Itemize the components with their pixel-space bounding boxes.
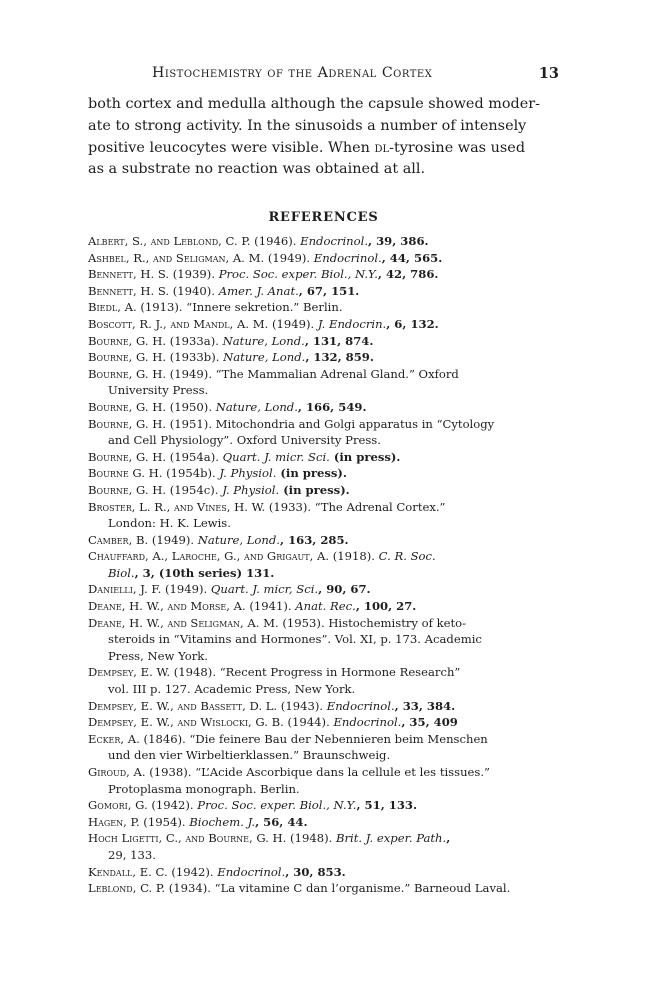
reference-line [88, 449, 560, 466]
reference-text: (1846). “Die feinere Bau der Nebennieren beim Menschen [139, 731, 488, 746]
reference-author: Giroud, A. [88, 765, 146, 779]
reference-text: (1949). [161, 582, 211, 597]
reference-journal: Biochem. J. [189, 814, 256, 829]
reference-item [88, 250, 560, 267]
reference-volume: , 100, 27. [355, 599, 417, 614]
reference-line [88, 764, 560, 781]
reference-line [88, 416, 560, 433]
reference-author: Leblond, C. P. [88, 881, 166, 896]
reference-continuation: and Cell Physiology”. Oxford University Press. [108, 433, 381, 448]
reference-item [88, 598, 560, 615]
reference-text: (1940). [169, 283, 219, 298]
reference-item [88, 349, 560, 366]
reference-text: (1933b). [166, 350, 224, 365]
body-text-run: positive leucocytes were visible. When [88, 139, 375, 156]
reference-author: Deane, H. W., and Morse, A. [88, 599, 246, 614]
reference-author: Dempsey, E. W. [88, 665, 171, 680]
reference-text: (1948). [286, 831, 336, 846]
reference-line [88, 581, 560, 598]
reference-text: (1954c). [166, 482, 223, 497]
reference-item [88, 399, 560, 416]
reference-author: Bennett, H. S. [88, 267, 170, 282]
reference-author: Kendall, E. C. [88, 864, 168, 879]
reference-line [88, 615, 560, 632]
reference-volume: , [446, 831, 451, 846]
reference-item [88, 366, 560, 399]
reference-text: (1949). [268, 316, 318, 331]
reference-item [88, 864, 560, 881]
reference-item [88, 814, 560, 831]
reference-continuation: vol. III p. 127. Academic Press, New York. [108, 682, 356, 697]
reference-journal: Endocrinol. [313, 250, 382, 265]
reference-volume: , 163, 285. [280, 532, 349, 547]
reference-continuation: und den vier Wirbeltierklassen.” Braunschweig. [108, 748, 391, 763]
reference-volume: , 33, 384. [394, 698, 456, 713]
reference-journal: Proc. Soc. exper. Biol., N.Y. [218, 267, 378, 282]
reference-journal: J. Endocrin. [317, 316, 387, 331]
reference-author: Biedl, A. [88, 300, 137, 315]
body-line [88, 138, 560, 160]
reference-item [88, 664, 560, 697]
reference-text: (1949). [264, 250, 314, 265]
reference-line [88, 283, 560, 300]
reference-text: (1913). “Innere sekretion.” Berlin. [136, 300, 343, 315]
reference-volume: , 67, 151. [298, 283, 360, 298]
reference-journal: Amer. J. Anat. [218, 283, 299, 298]
reference-line [88, 548, 560, 565]
reference-author: Bennett, H. S. [88, 283, 170, 298]
reference-item [88, 797, 560, 814]
reference-line [88, 532, 560, 549]
reference-author: Camber, B. [88, 532, 149, 547]
reference-author: Bourne G. H. [88, 466, 163, 481]
reference-text: (1933a). [166, 333, 223, 348]
reference-item [88, 615, 560, 665]
reference-item [88, 449, 560, 466]
reference-journal: Brit. J. exper. Path. [335, 831, 447, 846]
reference-journal: Quart. J. micr. Sci. [222, 449, 330, 464]
reference-continuation: Protoplasma monograph. Berlin. [108, 781, 300, 796]
reference-item [88, 880, 560, 897]
reference-volume: (in press). [329, 449, 401, 464]
reference-line [88, 233, 560, 250]
reference-item [88, 764, 560, 797]
reference-text: (1939). [169, 267, 219, 282]
body-line: both cortex and medulla although the capsule showed moder- [88, 96, 541, 112]
reference-author: Bourne, G. H. [88, 416, 167, 431]
reference-line [88, 880, 560, 897]
reference-volume: , 3, (10th series) 131. [134, 565, 275, 580]
reference-author: Hagen, P. [88, 814, 140, 829]
reference-author: Albert, S., and Leblond, C. P. [88, 234, 251, 248]
body-line: as a substrate no reaction was obtained at all. [88, 161, 426, 178]
reference-item [88, 482, 560, 499]
reference-volume: , 6, 132. [386, 316, 439, 331]
reference-item [88, 465, 560, 482]
reference-item [88, 266, 560, 283]
reference-volume: , 131, 874. [304, 333, 374, 348]
reference-journal: Nature, Lond. [197, 532, 280, 547]
reference-continuation: Press, New York. [108, 648, 208, 663]
reference-item [88, 316, 560, 333]
reference-text: (1942). [167, 864, 218, 879]
reference-text: (1954). [139, 814, 190, 829]
reference-author: Danielli, J. F. [88, 582, 162, 597]
reference-line [88, 482, 560, 499]
reference-author: Bourne, G. H. [88, 399, 167, 414]
reference-author: Bourne, G. H. [88, 482, 167, 497]
reference-item [88, 532, 560, 549]
reference-volume: (in press). [276, 466, 347, 481]
reference-journal: Endocrinol. [217, 864, 286, 879]
reference-volume: , 30, 853. [285, 864, 346, 879]
reference-volume: , 132, 859. [305, 350, 374, 365]
reference-continuation [88, 565, 560, 582]
reference-volume: , 166, 549. [297, 399, 367, 414]
reference-text: (1933). “The Adrenal Cortex.” [265, 499, 446, 514]
reference-line [88, 465, 560, 482]
running-head [0, 65, 647, 87]
reference-line [88, 499, 560, 516]
reference-volume: , 44, 565. [381, 250, 443, 265]
reference-journal: Quart. J. micr, Sci. [210, 582, 319, 597]
reference-line [88, 316, 560, 333]
reference-author: Boscott, R. J., and Mandl, A. M. [88, 316, 269, 331]
reference-journal: J. Physiol. [222, 482, 280, 497]
reference-line [88, 797, 560, 814]
reference-author: Bourne, G. H. [88, 333, 167, 348]
reference-line [88, 399, 560, 416]
reference-text: (1944). [283, 715, 334, 730]
reference-line [88, 714, 560, 731]
reference-journal: Endocrinol. [300, 234, 369, 248]
reference-item [88, 830, 560, 863]
reference-text: (1951). Mitochondria and Golgi apparatus in “Cytology [166, 416, 495, 431]
reference-item [88, 731, 560, 764]
reference-author: Gomori, G. [88, 798, 148, 813]
reference-continuation: 29, 133. [108, 847, 156, 862]
reference-line [88, 366, 560, 383]
reference-journal: Anat. Rec. [295, 599, 356, 614]
reference-item [88, 548, 560, 581]
reference-author: Bourne, G. H. [88, 366, 167, 381]
body-text-run: -tyrosine was used [389, 139, 526, 156]
reference-text: (1954b). [162, 466, 220, 481]
reference-author: Dempsey, E. W., and Bassett, D. L. [88, 698, 278, 713]
reference-item [88, 299, 560, 316]
reference-journal: Endocrinol. [333, 715, 402, 730]
reference-journal: C. R. Soc. [378, 549, 436, 564]
reference-line [88, 814, 560, 831]
reference-volume: , 35, 409 [401, 715, 458, 730]
reference-line [88, 731, 560, 748]
reference-item [88, 714, 560, 731]
reference-author: Chauffard, A., Laroche, G., and Grigaut, A. [88, 549, 330, 564]
reference-text: (1953). Histochemistry of keto- [278, 615, 467, 630]
reference-text: (1942). [147, 798, 198, 813]
reference-text: (1949). “The Mammalian Adrenal Gland.” Oxford [166, 366, 459, 381]
reference-line [88, 266, 560, 283]
reference-text: (1954a). [166, 449, 223, 464]
reference-text: (1934). “La vitamine C dan l’organisme.” Barneoud Laval. [165, 881, 511, 896]
body-text-smallcaps: dl [374, 139, 390, 156]
reference-list [88, 233, 560, 897]
reference-author: Deane, H. W., and Seligman, A. M. [88, 615, 279, 630]
reference-text: (1948). “Recent Progress in Hormone Research” [170, 665, 461, 680]
reference-line [88, 864, 560, 881]
reference-author: Dempsey, E. W., and Wislocki, G. B. [88, 715, 284, 730]
reference-volume: , 51, 133. [356, 798, 418, 813]
reference-volume: , 39, 386. [368, 234, 429, 248]
reference-line [88, 598, 560, 615]
reference-line [88, 333, 560, 350]
reference-item [88, 499, 560, 532]
reference-line [88, 250, 560, 267]
reference-item [88, 581, 560, 598]
reference-author: Bourne, G. H. [88, 350, 167, 365]
reference-text: (1941). [245, 599, 296, 614]
reference-journal: Proc. Soc. exper. Biol., N.Y. [197, 798, 357, 813]
running-head-title: Histochemistry of the Adrenal Cortex [152, 65, 433, 81]
reference-item [88, 416, 560, 449]
reference-item [88, 698, 560, 715]
reference-volume: , 56, 44. [255, 814, 308, 829]
reference-author: Ecker, A. [88, 731, 140, 746]
reference-author: Broster, L. R., and Vines, H. W. [88, 499, 266, 514]
reference-volume: , 42, 786. [377, 267, 439, 282]
reference-author: Hoch Ligetti, C., and Bourne, G. H. [88, 831, 287, 846]
reference-text: (1946). [250, 234, 301, 248]
reference-journal: Endocrinol. [326, 698, 395, 713]
reference-continuation: London: H. K. Lewis. [108, 516, 231, 531]
reference-item [88, 283, 560, 300]
reference-text: (1943). [277, 698, 327, 713]
reference-volume: , 90, 67. [318, 582, 371, 597]
reference-line [88, 698, 560, 715]
reference-journal: Biol. [108, 565, 135, 580]
reference-line [88, 349, 560, 366]
references-heading: REFERENCES [268, 210, 379, 225]
reference-item [88, 233, 560, 250]
reference-journal: Nature, Lond. [222, 333, 305, 348]
body-paragraph [88, 94, 560, 181]
reference-item [88, 333, 560, 350]
reference-journal: Nature, Lond. [223, 350, 306, 365]
reference-continuation: University Press. [108, 383, 209, 398]
body-line: ate to strong activity. In the sinusoids a number of intensely [88, 117, 527, 134]
reference-journal: J. Physiol. [219, 466, 277, 481]
reference-line [88, 664, 560, 681]
reference-author: Ashbel, R., and Seligman, A. M. [88, 250, 265, 265]
reference-line [88, 299, 560, 316]
reference-text: (1949). [148, 532, 198, 547]
reference-journal: Nature, Lond. [215, 399, 298, 414]
reference-text: (1938). “L’Acide Ascorbique dans la cellule et les tissues.” [145, 765, 490, 779]
reference-line [88, 830, 560, 847]
reference-text: (1950). [166, 399, 216, 414]
reference-volume: (in press). [279, 482, 350, 497]
reference-text: (1918). [329, 549, 379, 564]
page-number: 13 [538, 65, 559, 82]
reference-author: Bourne, G. H. [88, 449, 167, 464]
reference-continuation: steroids in “Vitamins and Hormones”. Vol. XI, p. 173. Academic [108, 632, 482, 647]
